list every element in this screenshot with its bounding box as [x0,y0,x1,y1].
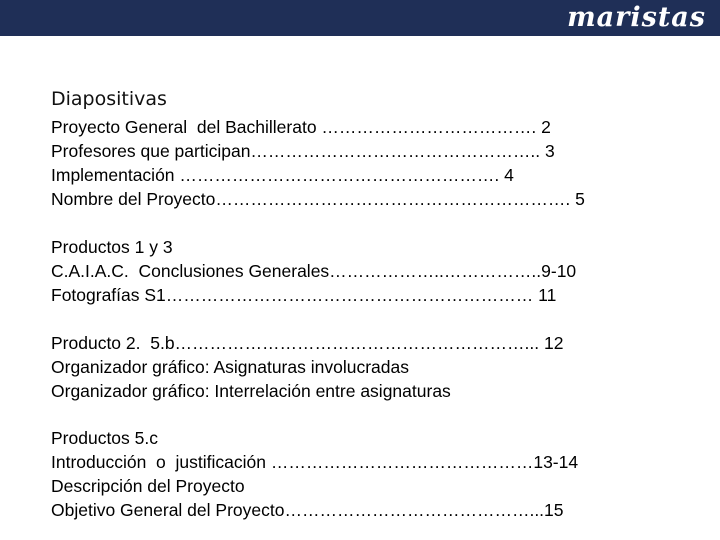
toc-line: Organizador gráfico: Asignaturas involucradas [51,357,409,377]
toc-line: Nombre del Proyecto……………………………………………………. 5 [51,189,585,209]
toc-line: Descripción del Proyecto [51,476,245,496]
toc-section-general [51,115,585,211]
slide-title: Diapositivas [51,88,167,110]
toc-line: Productos 5.c [51,428,158,448]
toc-line: Producto 2. 5.b……………………………………………………... 12 [51,333,564,353]
toc-line: Profesores que participan………………………………………….. 3 [51,141,555,161]
toc-section-productos-5c [51,426,578,522]
toc-line: C.A.I.A.C. Conclusiones Generales………………..……………..9-10 [51,261,577,281]
maristas-logo: maristas [567,2,706,33]
toc-line: Objetivo General del Proyecto……………………………………...15 [51,500,564,520]
toc-line: Productos 1 y 3 [51,237,173,257]
toc-line: Organizador gráfico: Interrelación entre asignaturas [51,381,451,401]
toc-section-productos-1-3 [51,235,576,307]
toc-line: Fotografías S1……………………………………………………… 11 [51,285,557,305]
header-bar [0,0,720,36]
toc-line: Implementación ………………………………………………. 4 [51,165,514,185]
toc-line: Proyecto General del Bachillerato ………………………………. 2 [51,117,551,137]
toc-line: Introducción o justificación ………………………………………13-14 [51,452,579,472]
toc-section-producto-2 [51,331,563,403]
